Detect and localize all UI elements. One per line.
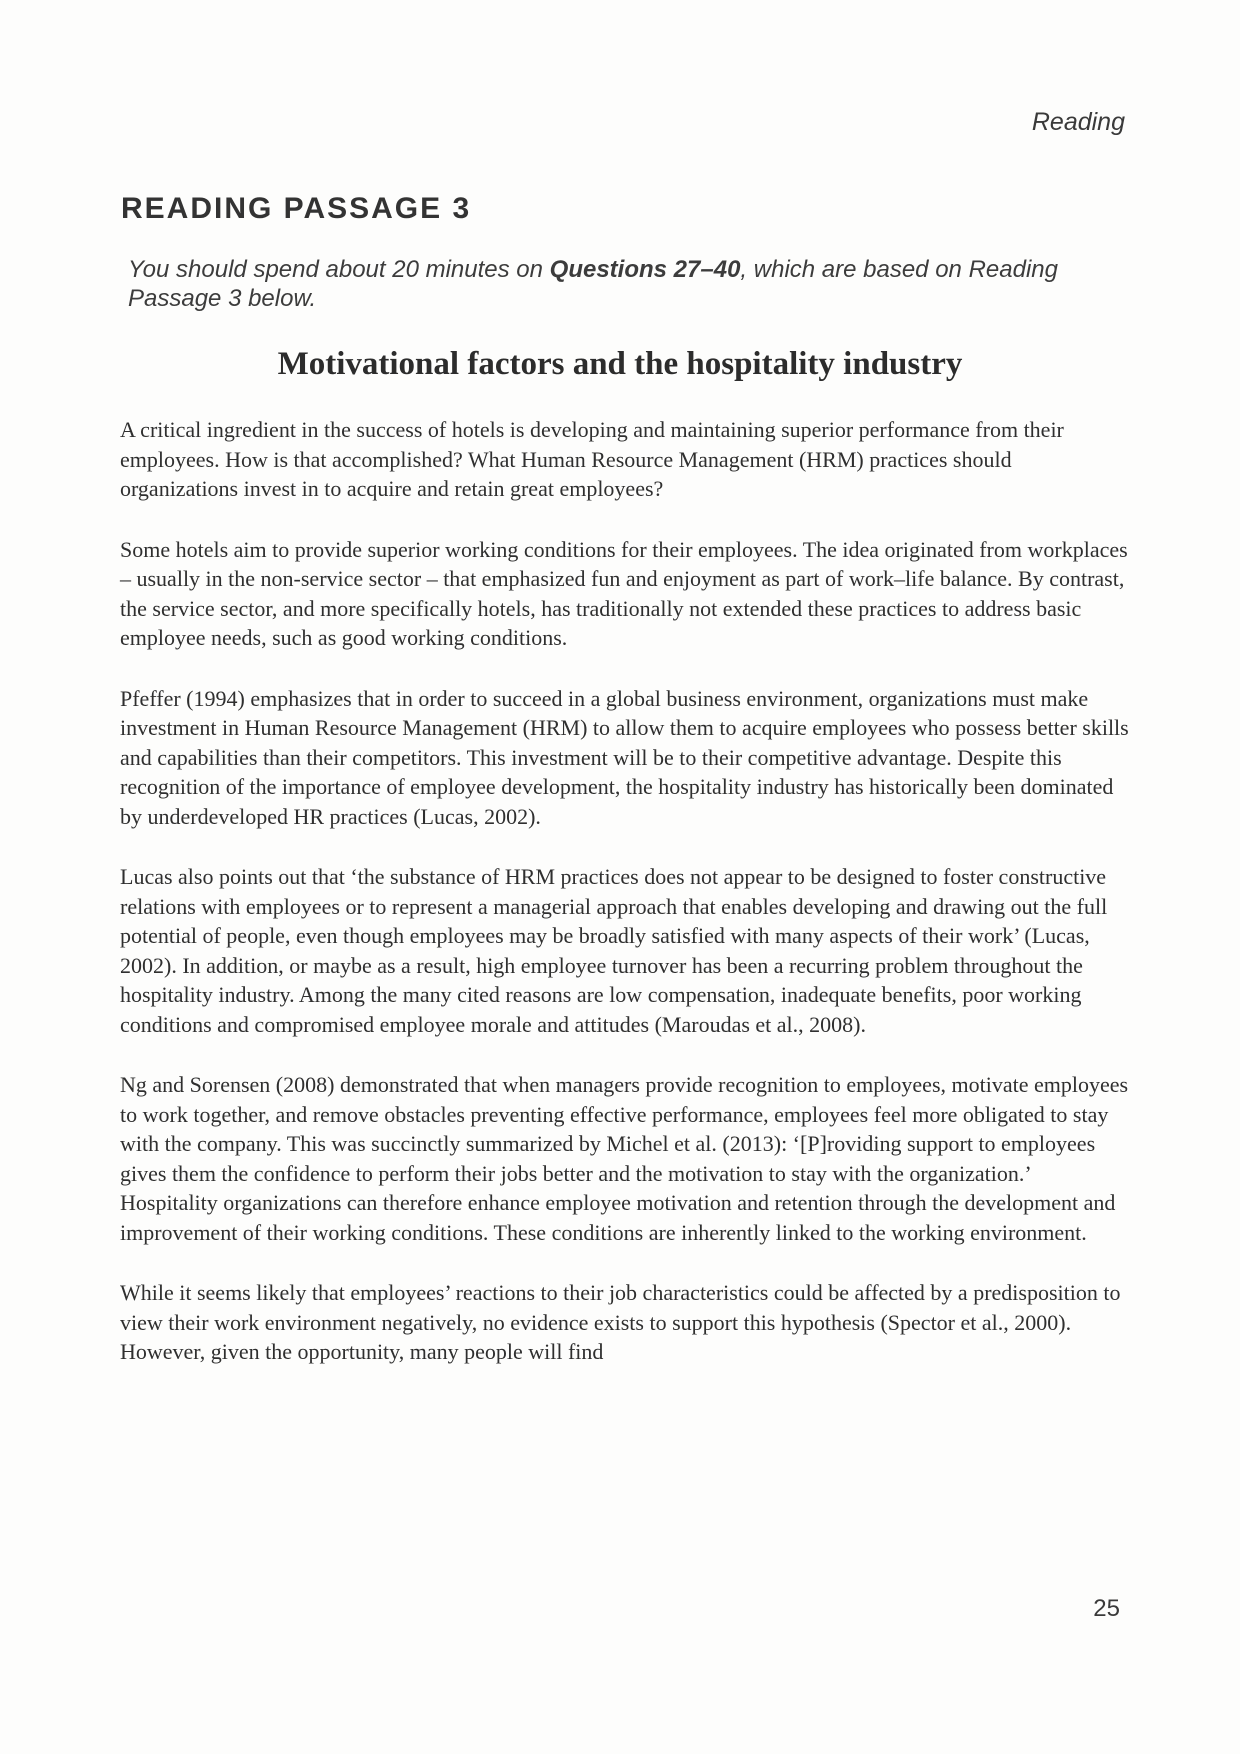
article-body	[120, 415, 1130, 1398]
passage-heading: READING PASSAGE 3	[121, 192, 472, 225]
instructions-lead: You should spend about 20 minutes on	[128, 256, 550, 283]
paragraph: Ng and Sorensen (2008) demonstrated that when managers provide recognition to employees, motivate employees to work together, and remove obstacles preventing effective performance, employees feel more obligated to stay with the company. This was succinctly summarized by Michel et al. (2013): ‘[P]roviding support to employees gives them the confidence to perform their jobs better and the motivation to stay with the organization.’ Hospitality organizations can therefore enhance employee motivation and retention through the development and improvement of their working conditions. These conditions are inherently linked to the working environment.	[120, 1072, 1129, 1245]
paragraph: Pfeffer (1994) emphasizes that in order to succeed in a global business environment, organizations must make investment in Human Resource Management (HRM) to allow them to acquire employees who possess better skills and capabilities than their competitors. This investment will be to their competitive advantage. Despite this recognition of the importance of employee development, the hospitality industry has historically been dominated by underdeveloped HR practices (Lucas, 2002).	[120, 685, 1129, 829]
paragraph: A critical ingredient in the success of hotels is developing and maintaining superior performance from their employees. How is that accomplished? What Human Resource Management (HRM) practices should organizations invest in to acquire and retain great employees?	[120, 417, 1064, 501]
instructions-tail: , which are based on Reading Passage 3 below.	[128, 256, 1058, 312]
paragraph: Lucas also points out that ‘the substance of HRM practices does not appear to be designed to foster constructive relations with employees or to represent a managerial approach that enables developing and drawing out the full potential of people, even though employees may be broadly satisfied with many aspects of their work’ (Lucas, 2002). In addition, or maybe as a result, high employee turnover has been a recurring problem throughout the hospitality industry. Among the many cited reasons are low compensation, inadequate benefits, poor working conditions and compromised employee morale and attitudes (Maroudas et al., 2008).	[120, 864, 1108, 1037]
article-title: Motivational factors and the hospitality industry	[277, 346, 963, 382]
paragraph: Some hotels aim to provide superior working conditions for their employees. The idea originated from workplaces – usually in the non-service sector – that emphasized fun and enjoyment as part of work–life balance. By contrast, the service sector, and more specifically hotels, has traditionally not extended these practices to address basic employee needs, such as good working conditions.	[120, 536, 1128, 650]
page-number: 25	[1093, 1595, 1120, 1622]
running-head: Reading	[1031, 108, 1125, 136]
instructions-question-range: Questions 27–40	[549, 256, 741, 283]
instructions	[128, 255, 1138, 313]
paragraph: While it seems likely that employees’ reactions to their job characteristics could be affected by a predisposition to view their work environment negatively, no evidence exists to support this hypothesis (Spector et al., 2000). However, given the opportunity, many people will find	[120, 1280, 1121, 1364]
